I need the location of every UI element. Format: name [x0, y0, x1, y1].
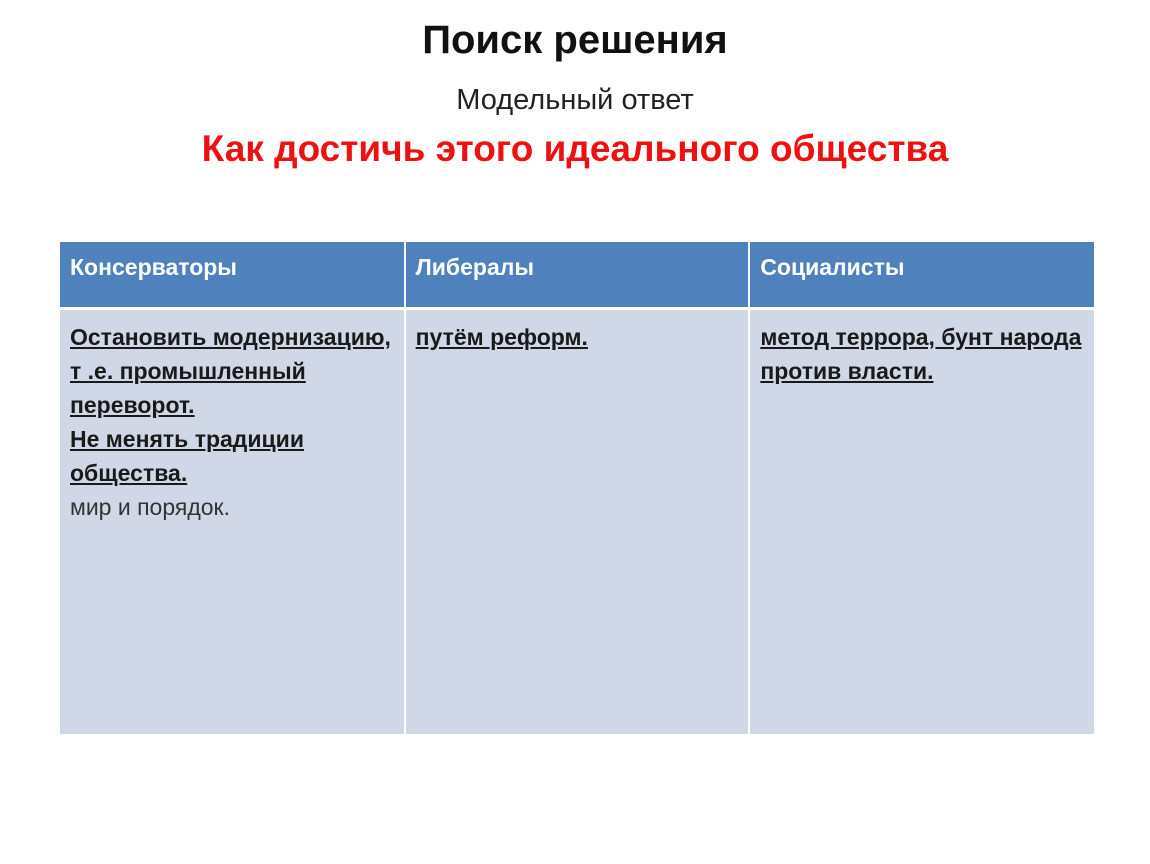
header-conservatives: Консерваторы [60, 242, 405, 308]
table-header-row [60, 242, 1094, 308]
slide-title: Поиск решения [422, 18, 728, 62]
socialists-point-1: метод террора, бунт народа против власти. [760, 323, 1082, 384]
comparison-table [60, 242, 1094, 734]
header-liberals: Либералы [405, 242, 750, 308]
cell-liberals [405, 308, 750, 734]
slide-subtitle: Модельный ответ [456, 84, 694, 116]
table-row [60, 308, 1094, 734]
slide-question: Как достичь этого идеального общества [201, 128, 949, 169]
conservatives-point-3: мир и порядок. [70, 493, 230, 520]
conservatives-point-2: Не менять традиции общества. [70, 425, 304, 486]
header-socialists: Социалисты [749, 242, 1094, 308]
conservatives-point-1: Остановить модернизацию, т .е. промышленный переворот. [70, 323, 391, 418]
cell-socialists [749, 308, 1094, 734]
liberals-point-1: путём реформ. [415, 323, 588, 350]
cell-conservatives [60, 308, 405, 734]
